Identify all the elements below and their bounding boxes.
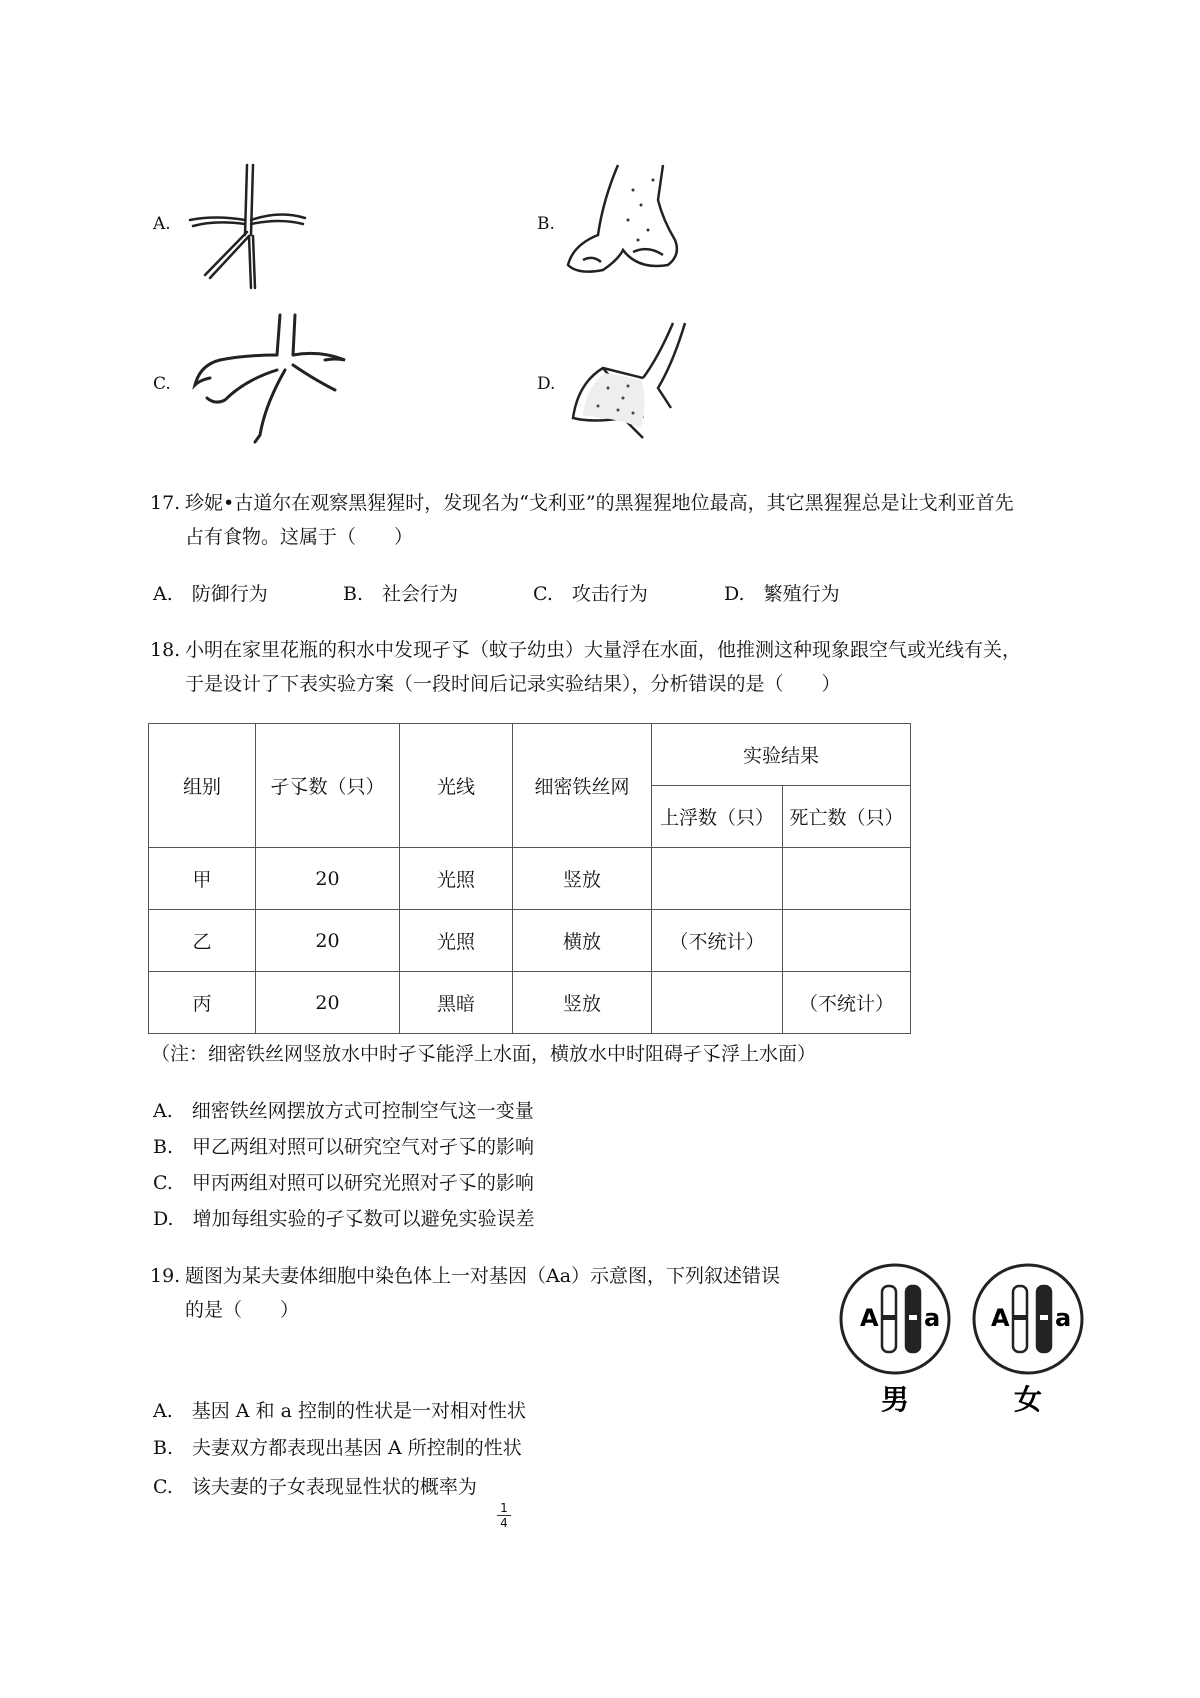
cell-float xyxy=(652,972,783,1034)
fraction-numerator: 1 xyxy=(500,1501,508,1515)
cell-dead xyxy=(783,910,911,972)
cell-float: （不统计） xyxy=(652,910,783,972)
male-cell-diagram xyxy=(841,1265,949,1373)
table-row xyxy=(149,910,911,972)
cell-group: 甲 xyxy=(149,848,256,910)
fraction-one-quarter xyxy=(497,1502,511,1529)
female-label: 女 xyxy=(1013,1383,1043,1416)
q16-option-c-label: C. xyxy=(153,374,171,394)
hoof-foot-icon xyxy=(563,160,693,290)
q18-stem-line2: 于是设计了下表实验方案（一段时间后记录实验结果），分析错误的是（ ） xyxy=(185,673,841,695)
q19-option-c: C. 该夫妻的子女表现显性状的概率为 xyxy=(153,1476,477,1498)
q16-option-d-label: D. xyxy=(537,374,556,394)
q16-option-a-label: A. xyxy=(153,214,171,234)
raptor-talon-foot-icon xyxy=(185,310,355,450)
cell-group: 丙 xyxy=(149,972,256,1034)
cell-count: 20 xyxy=(256,910,400,972)
q18-number: 18. xyxy=(150,639,181,661)
male-label: 男 xyxy=(880,1383,910,1416)
header-mesh: 细密铁丝网 xyxy=(513,724,652,848)
q18-option-b: B. 甲乙两组对照可以研究空气对孑孓的影响 xyxy=(153,1136,535,1158)
header-result: 实验结果 xyxy=(652,724,911,786)
header-group: 组别 xyxy=(149,724,256,848)
table-row xyxy=(149,972,911,1034)
q18-option-c: C. 甲丙两组对照可以研究光照对孑孓的影响 xyxy=(153,1172,534,1194)
cell-light: 黑暗 xyxy=(400,972,513,1034)
header-float: 上浮数（只） xyxy=(652,786,783,848)
q17-stem-line1: 珍妮•古道尔在观察黑猩猩时，发现名为“戈利亚”的黑猩猩地位最高，其它黑猩猩总是让戈利亚首先 xyxy=(185,492,1014,514)
male-allele-dominant: A xyxy=(860,1304,879,1332)
chromosome-figure xyxy=(838,1262,1088,1422)
cell-float xyxy=(652,848,783,910)
q17-option-c: C. 攻击行为 xyxy=(533,583,648,605)
header-dead: 死亡数（只） xyxy=(783,786,911,848)
cell-count: 20 xyxy=(256,848,400,910)
cell-dead xyxy=(783,848,911,910)
female-allele-dominant: A xyxy=(991,1304,1010,1332)
cell-count: 20 xyxy=(256,972,400,1034)
q17-option-b: B. 社会行为 xyxy=(343,583,459,605)
q17-number: 17. xyxy=(150,492,181,514)
cell-group: 乙 xyxy=(149,910,256,972)
female-allele-recessive: a xyxy=(1055,1304,1072,1332)
q19-option-a: A. 基因 A 和 a 控制的性状是一对相对性状 xyxy=(153,1400,526,1422)
q18-table-note: （注：细密铁丝网竖放水中时孑孓能浮上水面，横放水中时阻碍孑孓浮上水面） xyxy=(151,1043,817,1065)
q16-option-b-label: B. xyxy=(537,214,555,234)
q18-option-d: D. 增加每组实验的孑孓数可以避免实验误差 xyxy=(153,1208,535,1230)
q19-option-b: B. 夫妻双方都表现出基因 A 所控制的性状 xyxy=(153,1437,522,1459)
header-light: 光线 xyxy=(400,724,513,848)
cell-light: 光照 xyxy=(400,910,513,972)
female-cell-diagram xyxy=(974,1265,1082,1373)
q18-stem-line1: 小明在家里花瓶的积水中发现孑孓（蚊子幼虫）大量浮在水面，他推测这种现象跟空气或光线有关， xyxy=(185,639,1022,661)
webbed-foot-icon xyxy=(563,318,703,448)
q17-stem-line2: 占有食物。这属于（ ） xyxy=(185,526,414,548)
table-row xyxy=(149,848,911,910)
fraction-denominator: 4 xyxy=(500,1516,508,1530)
experiment-table xyxy=(148,723,911,1034)
cell-mesh: 竖放 xyxy=(513,848,652,910)
q19-stem-line2: 的是（ ） xyxy=(185,1299,300,1321)
q17-option-a: A. 防御行为 xyxy=(153,583,268,605)
cell-mesh: 竖放 xyxy=(513,972,652,1034)
male-allele-recessive: a xyxy=(924,1304,941,1332)
thin-claw-foot-icon xyxy=(185,160,315,290)
cell-light: 光照 xyxy=(400,848,513,910)
q18-option-a: A. 细密铁丝网摆放方式可控制空气这一变量 xyxy=(153,1100,534,1122)
q19-number: 19. xyxy=(150,1265,181,1287)
q19-stem-line1: 题图为某夫妻体细胞中染色体上一对基因（Aa）示意图，下列叙述错误 xyxy=(185,1265,781,1287)
cell-dead: （不统计） xyxy=(783,972,911,1034)
q17-option-d: D. 繁殖行为 xyxy=(724,583,840,605)
cell-mesh: 横放 xyxy=(513,910,652,972)
header-count: 孑孓数（只） xyxy=(256,724,400,848)
